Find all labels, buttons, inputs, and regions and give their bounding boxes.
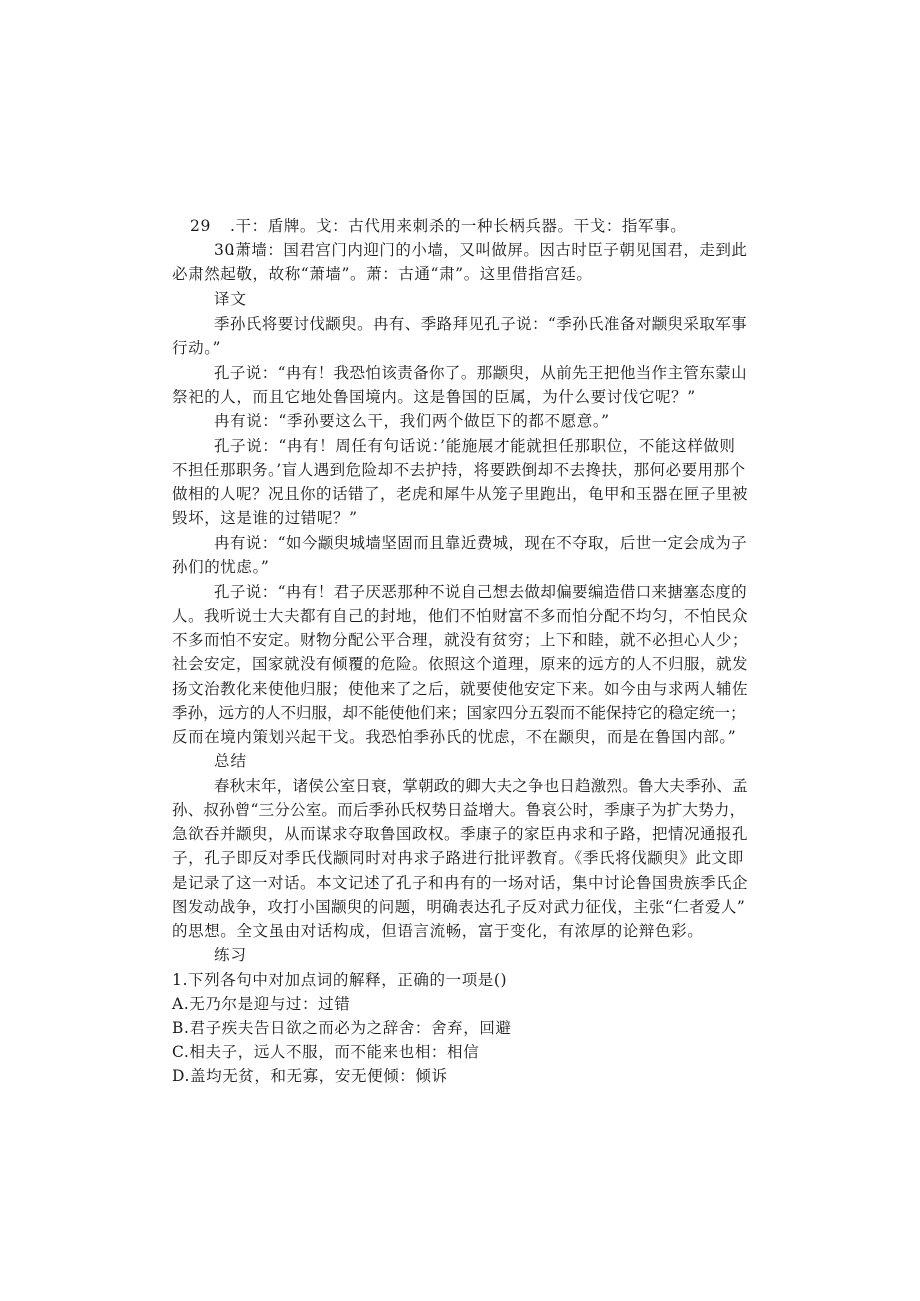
translation-paragraph-line: 祭祀的人，而且它地处鲁国境内。这是鲁国的臣属，为什么要讨伐它呢？” — [172, 388, 696, 406]
translation-paragraph-line: 反而在境内策划兴起干戈。我恐怕季孙氏的忧虑，不在颛臾，而是在鲁国内部。” — [172, 728, 737, 746]
summary-paragraph-line: 是记录了这一对话。本文记述了孔子和冉有的一场对话，集中讨论鲁国贵族季氏企 — [172, 874, 749, 892]
translation-paragraph-line: 冉有说：“如今颛臾城墙坚固而且靠近费城，现在不夺取，后世一定会成为子 — [214, 534, 748, 552]
note-text: .干：盾牌。戈：古代用来刺杀的一种长柄兵器。干戈：指军事。 — [230, 217, 687, 235]
translation-paragraph-line: 毁坏，这是谁的过错呢？” — [172, 509, 358, 527]
note-number: 30 — [214, 241, 235, 259]
summary-paragraph-line: 孙、叔孙曾“三分公室。而后季孙氏权势日益增大。鲁哀公时，季康子为扩大势力， — [172, 801, 746, 819]
exercise-option-a: A.无乃尔是迎与过：过错 — [172, 995, 351, 1013]
exercise-option-d: D.盖均无贫，和无寡，安无便倾：倾诉 — [172, 1067, 448, 1085]
summary-paragraph-line: 急欲吞并颛臾，从而谋求夺取鲁国政权。季康子的家臣冉求和子路，把情况通报孔 — [172, 825, 749, 843]
translation-heading: 译文 — [214, 290, 248, 308]
note-30 — [214, 240, 747, 260]
translation-paragraph-line: 不担任那职务。’盲人遇到危险却不去护持，将要跌倒却不去搀扶，那何必要用那个 — [172, 461, 746, 479]
translation-paragraph-line: 行动。” — [172, 339, 222, 357]
translation-paragraph-line: 季孙氏将要讨伐颛臾。冉有、季路拜见孔子说：“季孙氏准备对颛臾采取军事 — [214, 315, 748, 333]
translation-paragraph-line: 做相的人呢？况且你的话错了，老虎和犀牛从笼子里跑出，龟甲和玉器在匣子里被 — [172, 485, 749, 503]
exercise-question: 1.下列各句中对加点词的解释，正确的一项是() — [172, 971, 508, 989]
translation-paragraph-line: 季孙，远方的人不归服，却不能使他们来；国家四分五裂而不能保持它的稳定统一； — [172, 704, 746, 722]
translation-paragraph-line: 人。我听说士大夫都有自己的封地，他们不怕财富不多而怕分配不均匀，不怕民众 — [172, 607, 749, 625]
translation-paragraph-line: 孔子说：“冉有！我恐怕该责备你了。那颛臾，从前先王把他当作主管东蒙山 — [214, 364, 748, 382]
summary-paragraph-line: 春秋末年，诸侯公室日衰，掌朝政的卿大夫之争也日趋激烈。鲁大夫季孙、孟 — [214, 777, 748, 795]
translation-paragraph-line: 不多而怕不安定。财物分配公平合理，就没有贫穷；上下和睦，就不必担心人少； — [172, 631, 749, 649]
summary-paragraph-line: 子，孔子即反对季氏伐颛同时对冉求子路进行批评教育。《季氏将伐颛臾》此文即 — [172, 849, 744, 867]
translation-paragraph-line: 孔子说：“冉有！周任有句话说：’能施展才能就担任那职位，不能这样做则 — [214, 437, 736, 455]
exercise-heading: 练习 — [214, 946, 248, 964]
translation-paragraph-line: 孙们的忧虑。” — [172, 558, 270, 576]
exercise-option-c: C.相夫子，远人不服，而不能来也相：相信 — [172, 1043, 480, 1061]
exercise-option-b: B.君子疾夫告日欲之而必为之辞舍：舍弃，回避 — [172, 1019, 512, 1037]
note-30-continuation: 必肃然起敬，故称“萧墙”。萧：古通“肃”。这里借指宫廷。 — [172, 265, 593, 283]
translation-paragraph-line: 社会安定，国家就没有倾覆的危险。依照这个道理，原来的远方的人不归服，就发 — [172, 655, 749, 673]
translation-paragraph-line: 孔子说：“冉有！君子厌恶那种不说自己想去做却偏要编造借口来搪塞态度的 — [214, 583, 748, 601]
translation-paragraph-line: 冉有说：“季孙要这么干，我们两个做臣下的都不愿意。” — [214, 412, 610, 430]
note-29 — [190, 216, 686, 236]
note-text: .萧墙：国君宫门内迎门的小墙，又叫做屏。因古时臣子朝见国君，走到此 — [230, 241, 748, 259]
summary-paragraph-line: 图发动战争，攻打小国颛臾的问题，明确表达孔子反对武力征伐，主张“仁者爱人” — [172, 898, 746, 916]
translation-paragraph-line: 扬文治教化来使他归服；使他来了之后，就要使他安定下来。如今由与求两人辅佐 — [172, 680, 749, 698]
summary-paragraph-line: 的思想。全文虽由对话构成，但语言流畅，富于变化，有浓厚的论辩色彩。 — [172, 922, 704, 940]
note-number: 29 — [190, 217, 211, 235]
summary-heading: 总结 — [214, 752, 248, 770]
